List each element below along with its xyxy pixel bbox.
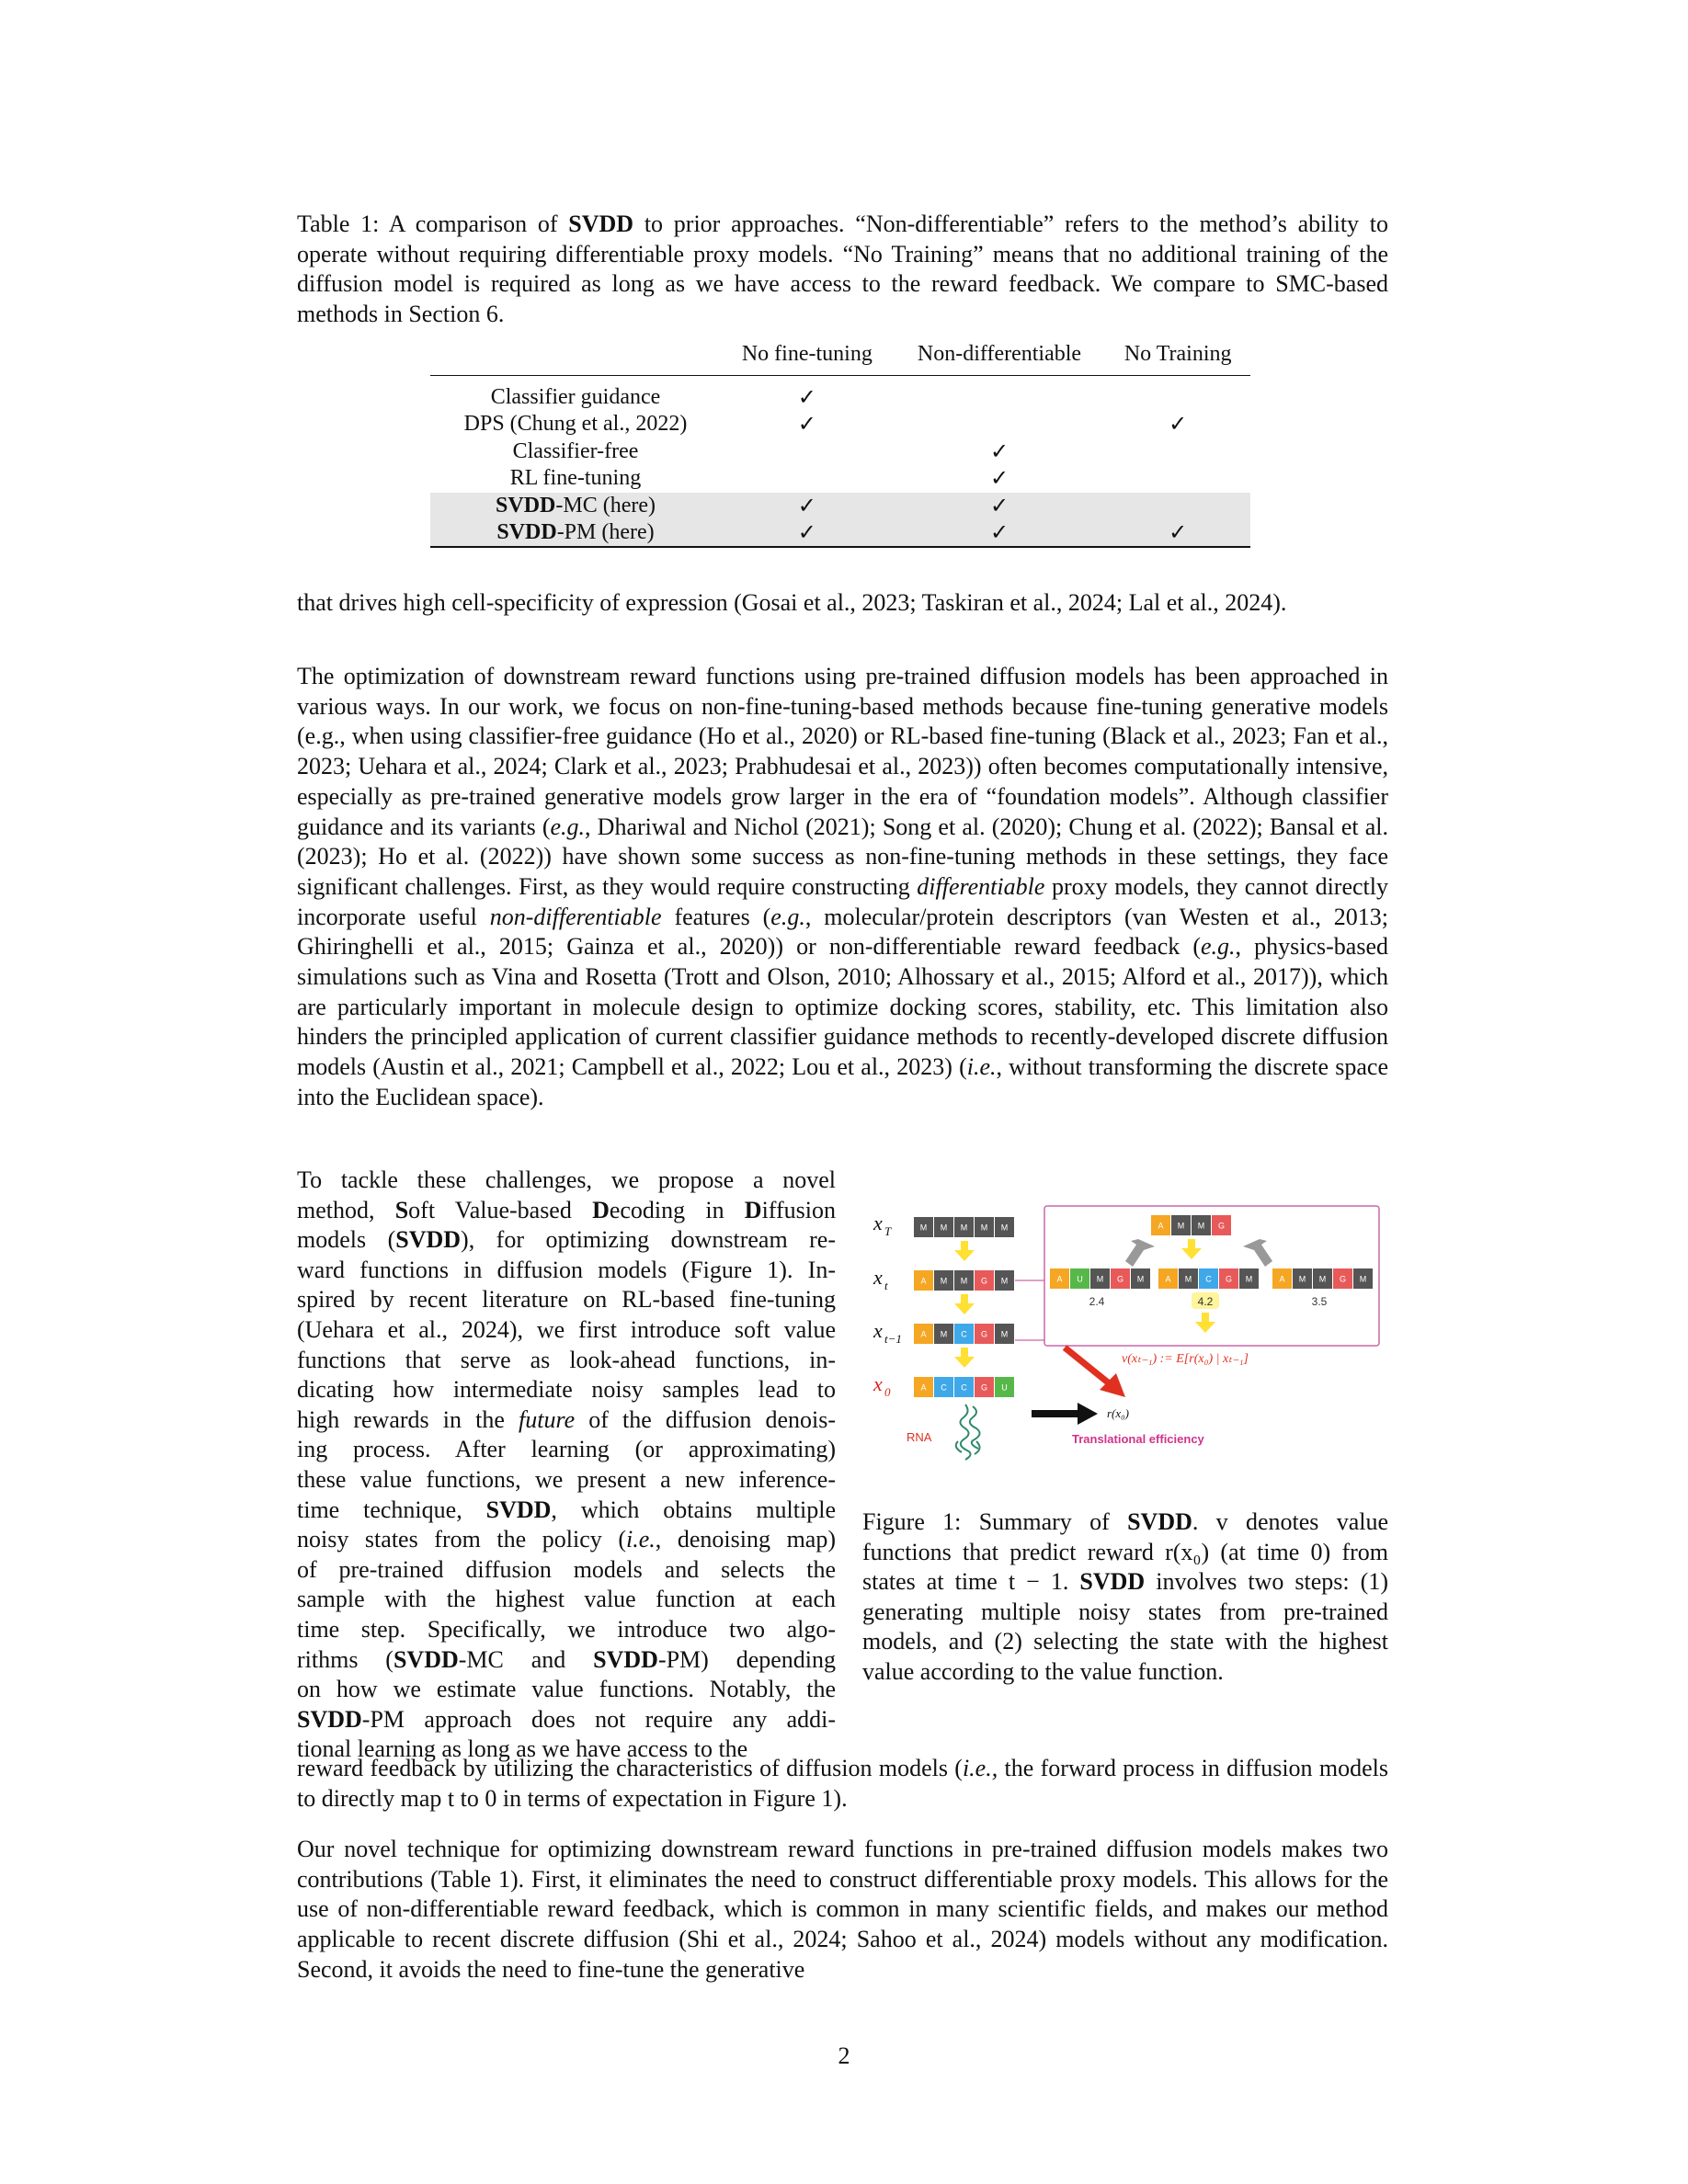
paragraph-3-column bbox=[297, 1166, 836, 1765]
paragraph-3-line: method, Soft Value-based Decoding in Diffusion bbox=[297, 1196, 836, 1223]
table-row-highlight bbox=[430, 493, 1250, 520]
label-xT-sub: T bbox=[884, 1224, 892, 1238]
paragraph-3-line: spired by recent literature on RL-based fine-tuning bbox=[297, 1286, 836, 1314]
value-function-label: v(xₜ₋₁) := E[r(x₀) | xₜ₋₁] bbox=[1122, 1352, 1249, 1366]
check-cell bbox=[1105, 376, 1250, 412]
row-method: SVDD-MC (here) bbox=[430, 493, 721, 520]
paragraph-3-line: dicating how intermediate noisy samples lead to bbox=[297, 1376, 836, 1404]
paragraph-3-line: models (SVDD), for optimizing downstream re- bbox=[297, 1226, 837, 1254]
arrow-xt-xt1-shaft bbox=[961, 1294, 968, 1303]
check-cell bbox=[721, 465, 894, 493]
score-label: 4.2 bbox=[1197, 1295, 1214, 1308]
check-cell: ✓ bbox=[894, 519, 1106, 547]
arrow-xt-xt1-head bbox=[954, 1303, 975, 1314]
seq-cand3-letter: A bbox=[1279, 1274, 1285, 1284]
arrow-yellow-mid-shaft bbox=[1188, 1239, 1195, 1248]
arrow-xt1-x0-shaft bbox=[961, 1348, 968, 1357]
check-cell: ✓ bbox=[989, 467, 1009, 492]
page-number: 2 bbox=[838, 2042, 850, 2069]
seq-xt1-letter: M bbox=[940, 1329, 948, 1339]
table-caption-svdd: SVDD bbox=[568, 210, 634, 237]
comparison-table bbox=[430, 336, 1250, 548]
arrow-gray-right bbox=[1243, 1239, 1272, 1267]
seq-x0-letter: C bbox=[961, 1382, 967, 1393]
check-cell: ✓ bbox=[1169, 413, 1188, 438]
check-cell: ✓ bbox=[1105, 519, 1250, 547]
seq-cand1-letter: U bbox=[1077, 1274, 1083, 1284]
arrow-red-shaft bbox=[1065, 1348, 1112, 1386]
paragraph-3-line: noisy states from the policy (i.e., denoising map) bbox=[297, 1526, 836, 1553]
table-row bbox=[430, 376, 1250, 412]
figure-1-caption: Figure 1: Summary of SVDD. v denotes value functions that predict reward r(x₀) (at time 0) from states at time t − 1. SVDD involves two steps: (1) generating multiple noisy states from pre-trained models, and (2) selecting the state with the highest value according to the value function. bbox=[862, 1508, 1389, 1685]
seq-xt-letter: A bbox=[920, 1276, 927, 1286]
table-header-empty bbox=[430, 336, 721, 376]
paragraph-3-line: of pre-trained diffusion models and selects the bbox=[297, 1555, 836, 1583]
score-label: 3.5 bbox=[1311, 1295, 1328, 1308]
table-header-no-training: No Training bbox=[1123, 341, 1232, 366]
check-cell bbox=[894, 411, 1106, 438]
table-caption-label: Table 1: bbox=[297, 210, 380, 237]
paragraph-3-line: functions that serve as look-ahead functions, in- bbox=[297, 1346, 836, 1373]
check-cell bbox=[894, 376, 1106, 412]
paragraph-1: that drives high cell-specificity of expression (Gosai et al., 2023; Taskiran et al., 2024; Lal et al., 2024). bbox=[297, 589, 1287, 616]
table-header-non-differentiable: Non-differentiable bbox=[917, 341, 1082, 366]
seq-cand2-letter: M bbox=[1245, 1274, 1253, 1284]
reward-label: r(x₀) bbox=[1107, 1406, 1130, 1420]
seq-cand1-letter: A bbox=[1056, 1274, 1063, 1284]
table-caption-text-2: to prior approaches. “Non-differentiable” refers to the method’s ability to operate without requiring differentiable proxy models. “No Training” means that no additional training of the diffusion model is required as long as we have access to the reward feedback. We compare to SMC-based methods in Section 6. bbox=[297, 210, 1389, 327]
label-xt1-sub: t−1 bbox=[884, 1332, 902, 1346]
row-method: RL fine-tuning bbox=[509, 466, 642, 491]
paragraph-3-line: rithms (SVDD-MC and SVDD-PM) depending bbox=[297, 1645, 836, 1673]
translational-efficiency-label: Translational efficiency bbox=[1072, 1432, 1204, 1446]
seq-cand3-letter: G bbox=[1339, 1274, 1347, 1284]
row-method: Classifier-free bbox=[512, 438, 639, 463]
table-header-row bbox=[430, 336, 1250, 376]
seq-top-letter: G bbox=[1217, 1221, 1226, 1231]
paragraph-3-tail: reward feedback by utilizing the characteristics of diffusion models (i.e., the forward process in diffusion models to directly map t to 0 in terms of expectation in Figure 1). bbox=[297, 1755, 1388, 1812]
arrow-black-shaft bbox=[1032, 1410, 1078, 1417]
seq-xT-letter: M bbox=[1000, 1223, 1009, 1233]
seq-cand2-letter: G bbox=[1225, 1274, 1233, 1284]
check-cell: ✓ bbox=[797, 386, 816, 410]
arrow-xT-xt-head bbox=[954, 1250, 975, 1261]
seq-xt-letter: G bbox=[980, 1276, 988, 1286]
check-cell: ✓ bbox=[989, 439, 1009, 464]
seq-cand1-letter: M bbox=[1096, 1274, 1104, 1284]
seq-x0-letter: G bbox=[980, 1382, 988, 1393]
check-cell: ✓ bbox=[721, 493, 894, 520]
seq-x0-letter: U bbox=[1001, 1382, 1008, 1393]
paragraph-3-line: time step. Specifically, we introduce two algo- bbox=[297, 1615, 836, 1643]
seq-cand1-letter: M bbox=[1136, 1274, 1145, 1284]
paragraph-3-line: ing process. After learning (or approximating) bbox=[297, 1436, 836, 1463]
paragraph-2: The optimization of downstream reward functions using pre-trained diffusion models has been approached in various ways. In our work, we focus on non-fine-tuning-based methods because fine-tuning generative models (e.g., when using classifier-free guidance (Ho et al., 2020) or RL-based fine-tuning (Black et al., 2023; Fan et al., 2023; Uehara et al., 2024; Clark et al., 2023; Prabhudesai et al., 2023)) often becomes computationally intensive, especially as pre-trained generative models grow larger in the era of “foundation models”. Although classifier guidance and its variants (e.g., Dhariwal and Nichol (2021); Song et al. (2020); Chung et al. (2022); Bansal et al. (2023); Ho et al. (2022)) have shown some success as non-fine-tuning methods in these settings, they face significant challenges. First, as they would require constructing differentiable proxy models, they cannot directly incorporate useful non-differentiable features (e.g., molecular/protein descriptors (van Westen et al., 2013; Ghiringhelli et al., 2015; Gainza et al., 2020)) or non-differentiable reward feedback (e.g., physics-based simulations such as Vina and Rosetta (Trott and Olson, 2010; Alhossary et al., 2015; Alford et al., 2017)), which are particularly important in molecule design to optimize docking scores, stability, etc. This limitation also hinders the principled application of current classifier guidance methods to recently-developed discrete diffusion models (Austin et al., 2021; Campbell et al., 2022; Lou et al., 2023) (i.e., without transforming the discrete space into the Euclidean space). bbox=[297, 663, 1388, 1110]
seq-cand2-letter: C bbox=[1205, 1274, 1212, 1284]
seq-xT-letter: M bbox=[960, 1223, 968, 1233]
label-xt-sub: t bbox=[884, 1279, 888, 1292]
arrow-black-head bbox=[1078, 1403, 1098, 1425]
table-header-no-fine-tuning: No fine-tuning bbox=[741, 341, 873, 366]
check-cell bbox=[1105, 438, 1250, 466]
table-row bbox=[430, 438, 1250, 466]
paragraph-3-line: these value functions, we present a new inference- bbox=[297, 1465, 836, 1493]
paragraph-3-line: ward functions in diffusion models (Figure 1). In- bbox=[297, 1256, 836, 1283]
rna-label: RNA bbox=[907, 1430, 932, 1444]
seq-top-letter: M bbox=[1177, 1221, 1185, 1231]
check-cell: ✓ bbox=[894, 493, 1106, 520]
table-row bbox=[430, 465, 1250, 493]
label-xt1: x bbox=[873, 1319, 883, 1342]
seq-xt-letter: M bbox=[1000, 1276, 1009, 1286]
check-cell bbox=[1105, 465, 1250, 493]
arrow-yellow-mid-head bbox=[1181, 1248, 1202, 1259]
label-x0-sub: 0 bbox=[884, 1385, 891, 1399]
arrow-xT-xt-shaft bbox=[961, 1241, 968, 1250]
seq-cand3-letter: M bbox=[1359, 1274, 1367, 1284]
seq-xt1-letter: M bbox=[1000, 1329, 1009, 1339]
table-row-highlight bbox=[430, 519, 1250, 547]
table-caption-text-1: A comparison of bbox=[388, 210, 569, 237]
arrow-yellow-selected-shaft bbox=[1202, 1313, 1209, 1322]
arrow-gray-left bbox=[1125, 1239, 1155, 1267]
check-cell: ✓ bbox=[721, 519, 894, 547]
seq-cand3-letter: M bbox=[1298, 1274, 1306, 1284]
paragraph-3-line: tional learning as long as we have access to the bbox=[297, 1735, 748, 1763]
seq-top-letter: A bbox=[1158, 1221, 1164, 1231]
seq-cand3-letter: M bbox=[1318, 1274, 1327, 1284]
seq-xt1-letter: G bbox=[980, 1329, 988, 1339]
arrow-xt1-x0-head bbox=[954, 1357, 975, 1368]
paragraph-4: Our novel technique for optimizing downstream reward functions in pre-trained diffusion models makes two contributions (Table 1). First, it eliminates the need to construct differentiable proxy models. This allows for the use of non-differentiable reward feedback, which is common in many scientific fields, and makes our method applicable to recent discrete diffusion (Shi et al., 2024; Sahoo et al., 2024) models without any modification. Second, it avoids the need to fine-tune the generative bbox=[297, 1836, 1388, 1983]
seq-xt-letter: M bbox=[940, 1276, 948, 1286]
paragraph-3-line: sample with the highest value function at each bbox=[297, 1586, 836, 1613]
check-cell bbox=[1105, 493, 1250, 520]
label-xt: x bbox=[873, 1266, 883, 1289]
seq-x0-letter: A bbox=[920, 1382, 927, 1393]
seq-top-letter: M bbox=[1197, 1221, 1205, 1231]
label-x0: x bbox=[873, 1372, 883, 1395]
seq-xt-letter: M bbox=[960, 1276, 968, 1286]
paragraph-3-line: time technique, SVDD, which obtains multiple bbox=[297, 1496, 836, 1523]
label-xT: x bbox=[873, 1211, 883, 1234]
row-method: SVDD-PM (here) bbox=[430, 519, 721, 547]
paragraph-3-line: high rewards in the future of the diffusion denois- bbox=[297, 1405, 836, 1433]
paragraph-3-line: on how we estimate value functions. Notably, the bbox=[297, 1676, 836, 1703]
seq-xT-letter: M bbox=[980, 1223, 988, 1233]
seq-cand2-letter: M bbox=[1184, 1274, 1192, 1284]
row-method: DPS (Chung et al., 2022) bbox=[463, 412, 688, 437]
seq-xT-letter: M bbox=[919, 1223, 928, 1233]
table-caption bbox=[297, 210, 1388, 329]
figure-1-diagram bbox=[862, 1193, 1388, 1469]
score-label: 2.4 bbox=[1089, 1295, 1105, 1308]
check-cell bbox=[721, 438, 894, 466]
seq-xT-letter: M bbox=[940, 1223, 948, 1233]
paragraph-3-line: SVDD-PM approach does not require any addi- bbox=[297, 1705, 836, 1733]
check-cell: ✓ bbox=[797, 413, 816, 438]
paragraph-3-line: (Uehara et al., 2024), we first introduce soft value bbox=[297, 1315, 836, 1343]
arrow-yellow-selected-head bbox=[1195, 1322, 1215, 1333]
table-row bbox=[430, 411, 1250, 438]
seq-xt1-letter: C bbox=[961, 1329, 967, 1339]
seq-x0-letter: C bbox=[941, 1382, 947, 1393]
seq-cand2-letter: A bbox=[1165, 1274, 1171, 1284]
seq-cand1-letter: G bbox=[1116, 1274, 1124, 1284]
rna-structure-icon bbox=[956, 1405, 980, 1460]
seq-xt1-letter: A bbox=[920, 1329, 927, 1339]
row-method: Classifier guidance bbox=[490, 385, 661, 409]
paragraph-3-line: To tackle these challenges, we propose a novel bbox=[297, 1166, 836, 1193]
